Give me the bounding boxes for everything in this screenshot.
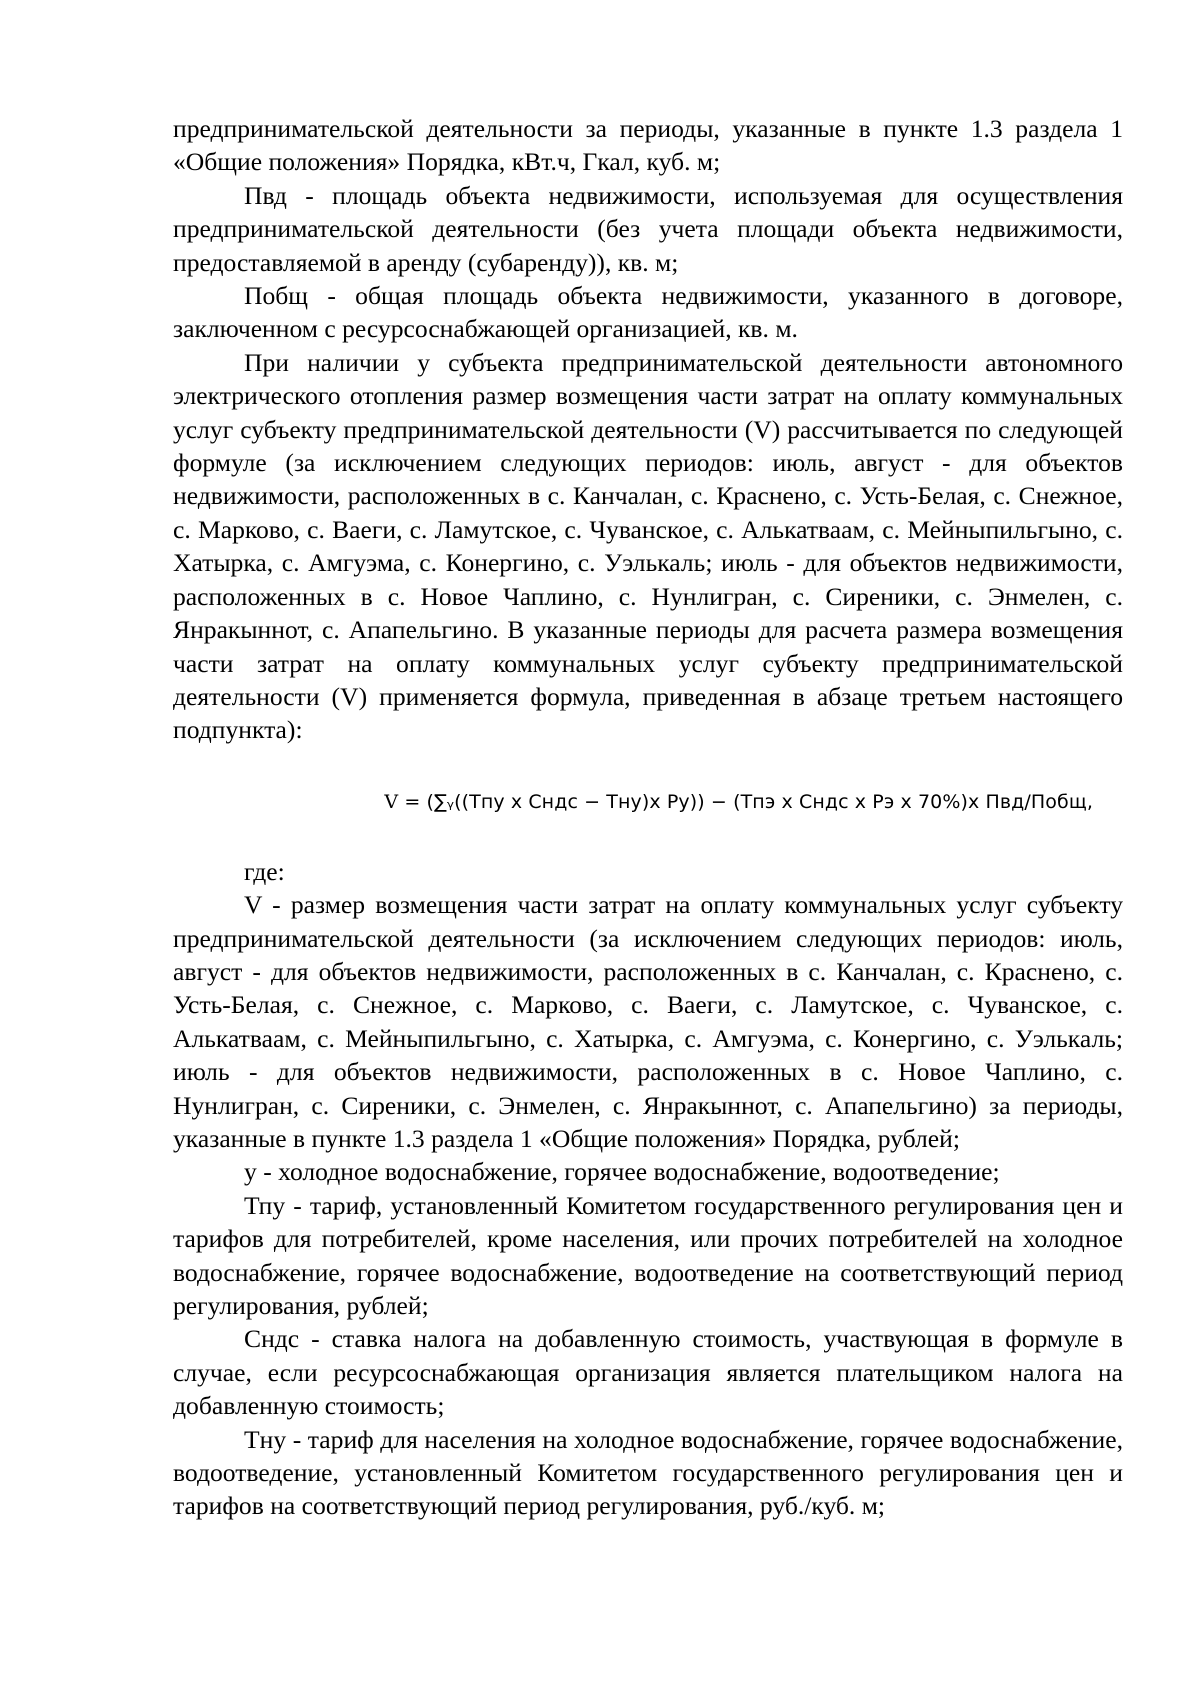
formula-rest: − (Тпэ х Сндс х Рэ х 70%)х Пвд/Побщ, — [704, 790, 1093, 813]
document-page — [173, 112, 1123, 1523]
paragraph-where: где: — [244, 856, 285, 886]
paragraph-v-definition: V - размер возмещения части затрат на оплату коммунальных услуг субъекту предпринимательской деятельности (за исключением следующих периодов: июль, август - для объектов недвижимости, расположенных в с. Канчалан, с. Краснено, с. Усть-Белая, с. Снежное, с. Марково, с. Ваеги, с. Ламутское, с. Чуванское, с. Алькатваам, с. Мейныпильгыно, с. Хатырка, с. Амгуэма, с. Конергино, с. Уэлькаль; июль - для объектов недвижимости, расположенных в с. Новое Чаплино, с. Нунлигран, с. Сиреники, с. Энмелен, с. Янракыннот, с. Апапельгино) за периоды, указанные в пункте 1.3 раздела 1 «Общие положения» Порядка, рублей; — [173, 890, 1123, 1153]
paragraph-snds-definition: Сндс - ставка налога на добавленную стоимость, участвующая в формуле в случае, если ресурсоснабжающая организация является плательщиком налога на добавленную стоимость; — [173, 1324, 1123, 1421]
formula-lhs: V = — [384, 790, 427, 813]
paragraph-pvd-definition: Пвд - площадь объекта недвижимости, используемая для осуществления предпринимательской деятельности (без учета площади объекта недвижимости, предоставляемой в аренду (субаренду)), кв. м; — [173, 180, 1123, 277]
paragraph-y-definition: у - холодное водоснабжение, горячее водоснабжение, водоотведение; — [244, 1157, 1000, 1187]
paragraph-electric-heating-rule: При наличии у субъекта предпринимательской деятельности автономного электрического отопления размер возмещения части затрат на оплату коммунальных услуг субъекту предпринимательской деятельности (V) рассчитывается по следующей формуле (за исключением следующих периодов: июль, август - для объектов недвижимости, расположенных в с. Канчалан, с. Краснено, с. Усть-Белая, с. Снежное, с. Марково, с. Ваеги, с. Ламутское, с. Чуванское, с. Алькатваам, с. Мейныпильгыно, с. Хатырка, с. Амгуэма, с. Конергино, с. Уэлькаль; июль - для объектов недвижимости, расположенных в с. Новое Чаплино, с. Нунлигран, с. Сиреники, с. Энмелен, с. Янракыннот, с. Апапельгино. В указанные периоды для расчета размера возмещения части затрат на оплату коммунальных услуг субъекту предпринимательской деятельности (V) применяется формула, приведенная в абзаце третьем настоящего подпункта): — [173, 347, 1123, 745]
paragraph-tnu-definition: Тну - тариф для населения на холодное водоснабжение, горячее водоснабжение, водоотведение, установленный Комитетом государственного регулирования цен и тарифов на соответствующий период регулирования, руб./куб. м; — [173, 1424, 1123, 1521]
formula — [173, 789, 1123, 815]
paragraph-pobsch-definition: Побщ - общая площадь объекта недвижимости, указанного в договоре, заключенном с ресурсоснабжающей организацией, кв. м. — [173, 281, 1123, 344]
formula-sum-expression: (∑ᵧ((Тпу х Сндс − Тну)х Ру)) — [426, 790, 705, 813]
paragraph-continuation: предпринимательской деятельности за периоды, указанные в пункте 1.3 раздела 1 «Общие положения» Порядка, кВт.ч, Гкал, куб. м; — [173, 114, 1123, 177]
paragraph-tpu-definition: Тпу - тариф, установленный Комитетом государственного регулирования цен и тарифов для потребителей, кроме населения, или прочих потребителей на холодное водоснабжение, горячее водоснабжение, водоотведение на соответствующий период регулирования, рублей; — [173, 1190, 1123, 1320]
